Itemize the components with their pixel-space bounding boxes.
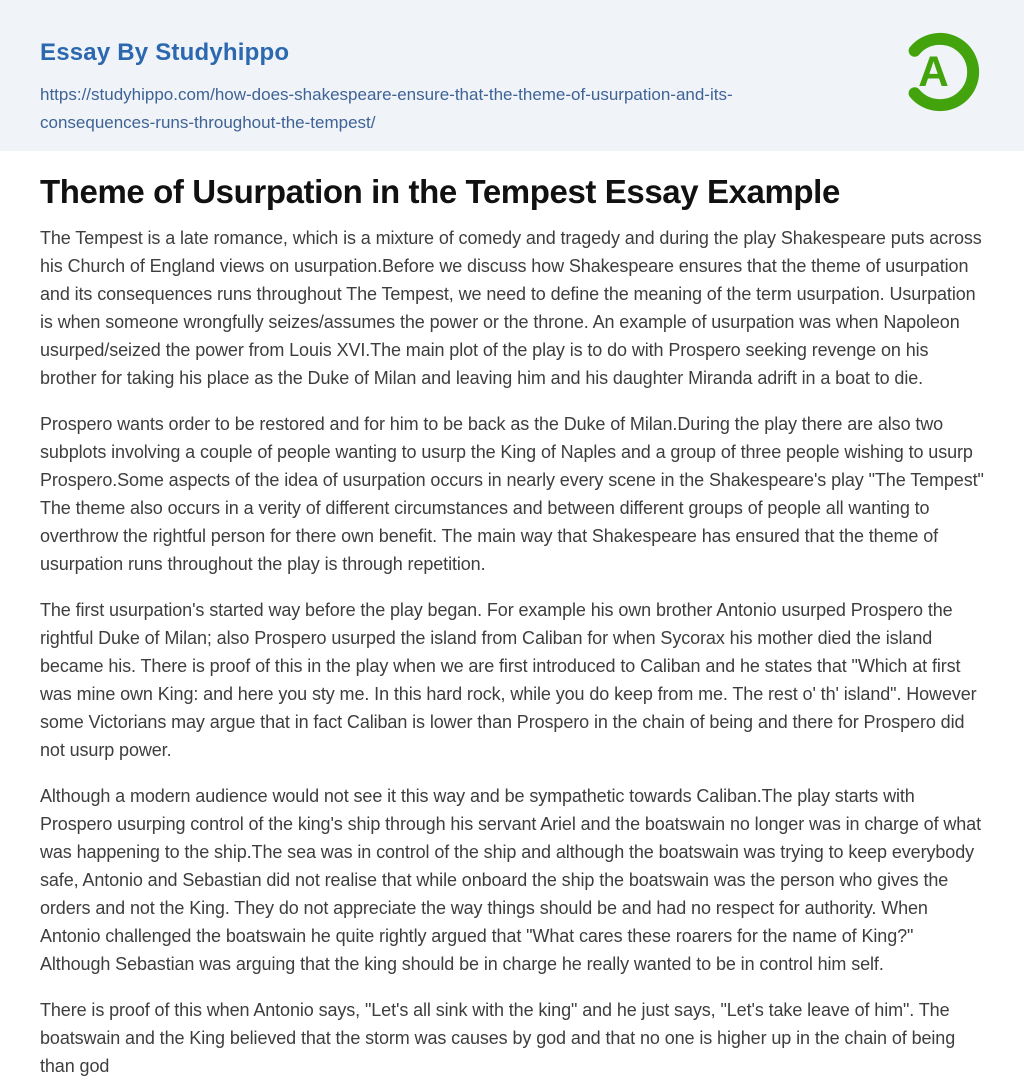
essay-paragraph: The first usurpation's started way before the play began. For example his own brother Antonio usurped Prospero the rightful Duke of Milan; also Prospero usurped the island from Caliban for when Sycorax his mother died the island became his. There is proof of this in the play when we are first introduced to Caliban and he states that "Which at first was mine own King: and here you sty me. In this hard rock, while you do keep from me. The rest o' th' island". However some Victorians may argue that in fact Caliban is lower than Prospero in the chain of being and there for Prospero did not usurp power. — [40, 600, 977, 760]
essay-paragraph: There is proof of this when Antonio says, "Let's all sink with the king" and he just says, "Let's take leave of him". The boatswain and the King believed that the storm was causes by god and that no one is higher up in the chain of being than god — [40, 1000, 956, 1076]
essay-title: Theme of Usurpation in the Tempest Essay Example — [40, 173, 840, 210]
brand-title: Essay By Studyhippo — [40, 39, 290, 66]
essay-paragraph: Although a modern audience would not see it this way and be sympathetic towards Caliban.The play starts with Prospero usurping control of the king's ship through his servant Ariel and the boatswain no longer was in charge of what was happening to the ship.The sea was in control of the ship and although the boatswain was trying to keep everybody safe, Antonio and Sebastian did not realise that while onboard the ship the boatswain was the person who gives the orders and not the King. They do not appreciate the way things should be and had no respect for authority. When Antonio challenged the boatswain he quite rightly argued that "What cares these roarers for the name of King?" Although Sebastian was arguing that the king should be in charge he really wanted to be in control him self. — [40, 786, 981, 974]
essay-paragraph: The Tempest is a late romance, which is a mixture of comedy and tragedy and during the play Shakespeare puts across his Church of England views on usurpation.Before we discuss how Shakespeare ensures that the theme of usurpation and its consequences runs throughout The Tempest, we need to define the meaning of the term usurpation. Usurpation is when someone wrongfully seizes/assumes the power or the throne. An example of usurpation was when Napoleon usurped/seized the power from Louis XVI.The main plot of the play is to do with Prospero seeking revenge on his brother for taking his place as the Duke of Milan and leaving him and his daughter Miranda adrift in a boat to die. — [40, 228, 982, 388]
essay-paragraph: Prospero wants order to be restored and for him to be back as the Duke of Milan.During the play there are also two subplots involving a couple of people wanting to usurp the King of Naples and a group of three people wishing to usurp Prospero.Some aspects of the idea of usurpation occurs in nearly every scene in the Shakespeare's play "The Tempest" The theme also occurs in a verity of different circumstances and between different groups of people all wanting to overthrow the rightful person for there own benefit. The main way that Shakespeare has ensured that the theme of usurpation runs throughout the play is through repetition. — [40, 414, 984, 574]
studyhippo-logo-icon — [894, 26, 986, 118]
page-header — [0, 0, 1024, 151]
source-url-link[interactable]: https://studyhippo.com/how-does-shakespeare-ensure-that-the-theme-of-usurpation-and-its-consequences-runs-throughout-the-tempest/ — [40, 85, 733, 132]
essay-content — [0, 151, 1024, 1080]
logo-letter: A — [918, 47, 949, 95]
